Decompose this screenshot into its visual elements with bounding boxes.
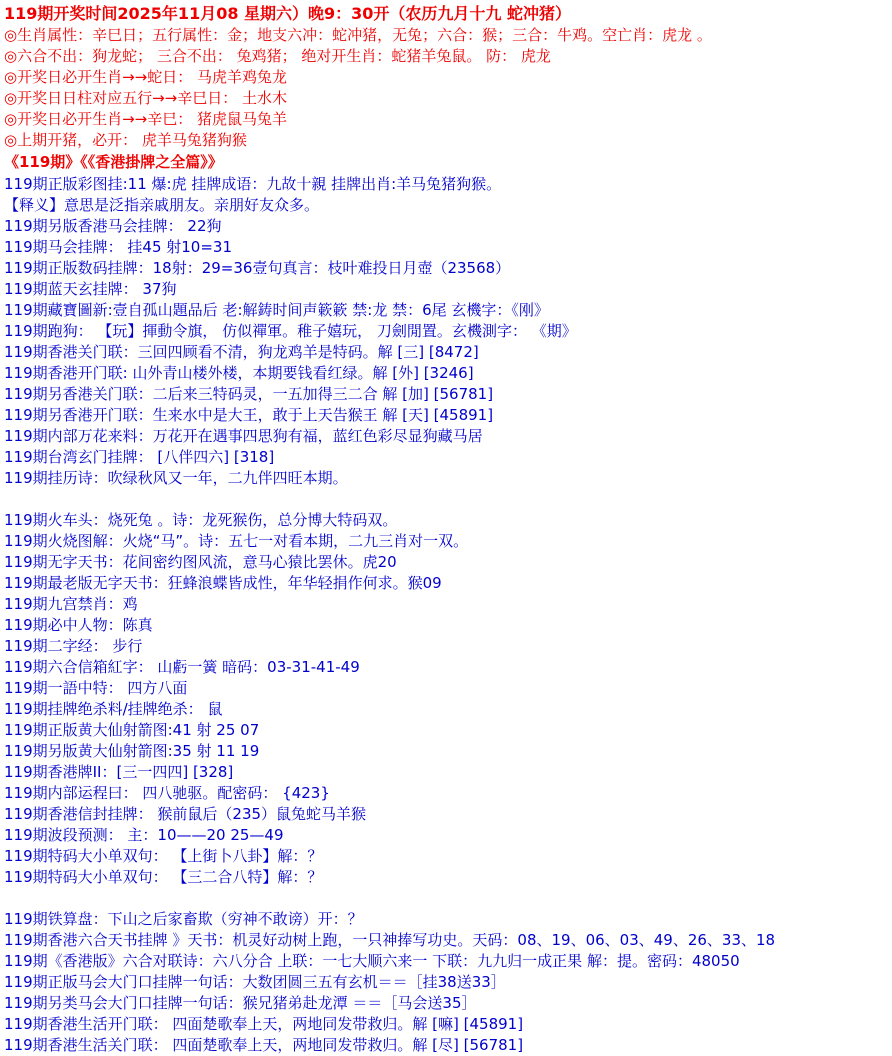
content-row: 119期香港生活开门联： 四面楚歌奉上天，两地同发带救归。解 [嘛] [45891] <box>4 1015 524 1033</box>
content-row: 119期香港生活关门联： 四面楚歌奉上天，两地同发带救归。解 [尽] [56781] <box>4 1036 524 1054</box>
content-row: 119期挂牌绝杀料/挂牌绝杀： 鼠 <box>4 700 223 718</box>
content-row: 119期最老版无字天书：狂蜂浪蝶皆成性，年华轻捐作何求。猴09 <box>4 574 442 592</box>
attribute-line-4: ◎开奖日日柱对应五行→→辛巳日： 土水木 <box>4 89 287 107</box>
content-row: 119期正版黄大仙射箭图:41 射 25 07 <box>4 721 260 739</box>
content-row: 119期波段预测： 主：10——20 25—49 <box>4 826 284 844</box>
content-row: 119期蓝天玄挂牌： 37狗 <box>4 280 177 298</box>
content-row: 119期必中人物：陈真 <box>4 616 153 634</box>
content-row: 119期马会挂牌： 挂45 射10=31 <box>4 238 232 256</box>
content-row: 119期铁算盘：下山之后家畜欺（穷神不敢谤）开：？ <box>4 910 363 928</box>
content-row: 119期台湾玄门挂牌： [八伴四六] [318] <box>4 448 275 466</box>
content-row: 119期另香港开门联：生来水中是大王，敢于上天告猴王 解 [天] [45891] <box>4 406 494 424</box>
attribute-line-6: ◎上期开猪，必开： 虎羊马兔猪狗猴 <box>4 131 247 149</box>
content-row: 119期内部运程曰： 四八驰驱。配密码： {423} <box>4 784 330 802</box>
content-row: 119期藏寶圖新:壹自孤山題品后 老:解鋳时间声簌簌 禁:龙 禁：6尾 玄機字：《刚》 <box>4 301 549 319</box>
attribute-line-3: ◎开奖日必开生肖→→蛇日： 马虎羊鸡兔龙 <box>4 68 287 86</box>
content-row: 119期正版数码挂牌：18射：29=36壹句真言：枝叶难投日月壺（23568） <box>4 259 511 277</box>
content-row: 119期香港开门联: 山外青山楼外楼，本期要钱看红绿。解 [外] [3246] <box>4 364 474 382</box>
content-row: 119期《香港版》六合对联诗：六八分合 上联：一七大顺六来一 下联：九九归一成正果 解：提。密码：48050 <box>4 952 740 970</box>
content-row: 119期香港信封挂牌： 猴前鼠后（235）鼠兔蛇马羊猴 <box>4 805 367 823</box>
content-row: 119期另香港关门联：二后来三特码灵，一五加得三二合 解 [加] [56781] <box>4 385 494 403</box>
content-row-spacer <box>4 888 892 909</box>
content-row: 【释义】意思是泛指亲戚朋友。亲朋好友众多。 <box>4 196 320 214</box>
content-row: 119期香港六合天书挂牌 》天书：机灵好动树上跑，一只神捧写功史。天码：08、19、06、03、49、26、33、18 <box>4 931 776 949</box>
content-row: 119期特码大小单双句： 【上街卜八卦】解：？ <box>4 847 323 865</box>
content-row: 119期二字经： 步行 <box>4 637 143 655</box>
content-row-spacer <box>4 489 892 510</box>
content-row: 119期另版黄大仙射箭图:35 射 11 19 <box>4 742 260 760</box>
content-row: 119期正版马会大门口挂牌一句话：大数团圆三五有玄机＝＝［挂38送33］ <box>4 973 506 991</box>
section-title: 《119期》《《香港掛牌之全篇》》 <box>4 153 223 171</box>
content-row: 119期一語中特： 四方八面 <box>4 679 188 697</box>
content-row: 119期内部万花来料：万花开在遇事四思狗有福，蓝红色彩尽显狗藏马居 <box>4 427 483 445</box>
content-row: 119期挂历诗：吹绿秋风又一年，二九伴四旺本期。 <box>4 469 348 487</box>
content-row: 119期火烧图解：火烧“马”。诗：五七一对看本期，二九三肖对一双。 <box>4 532 469 550</box>
content-row: 119期九宫禁肖：鸡 <box>4 595 138 613</box>
content-row: 119期火车头：烧死兔 。诗：龙死猴伤，总分博大特码双。 <box>4 511 398 529</box>
content-row: 119期另类马会大门口挂牌一句话：猴兄猪弟赴龙潭 ＝＝［马会送35］ <box>4 994 477 1012</box>
attribute-line-2: ◎六合不出：狗龙蛇； 三合不出： 兔鸡猪； 绝对开生肖：蛇猪羊兔鼠。 防： 虎龙 <box>4 47 551 65</box>
attribute-line-1: ◎生肖属性：辛巳日；五行属性：金；地支六冲：蛇冲猪，无兔；六合：猴；三合：牛鸡。空亡肖：虎龙 。 <box>4 26 712 44</box>
content-row: 119期六合信箱紅字： 山虧一簧 暗码：03-31-41-49 <box>4 658 360 676</box>
content-row: 119期香港牌II：[三一四四] [328] <box>4 763 234 781</box>
page-title: 119期开奖时间2025年11月08 星期六）晚9：30开（农历九月十九 蛇冲猪） <box>4 4 572 23</box>
content-row: 119期跑狗： 【玩】揮動令旗， 仿似禪軍。稚子嬉玩， 刀劍閒置。玄機測字： 《期》 <box>4 322 577 340</box>
attribute-line-5: ◎开奖日必开生肖→→辛巳： 猪虎鼠马兔羊 <box>4 110 287 128</box>
content-row: 119期另版香港马会挂牌： 22狗 <box>4 217 222 235</box>
content-row: 119期特码大小单双句： 【三二合八特】解：？ <box>4 868 323 886</box>
content-row: 119期无字天书：花间密约图风流，意马心猿比罢休。虎20 <box>4 553 397 571</box>
content-row: 119期正版彩图挂:11 爆:虎 挂牌成语：九故十親 挂牌出肖:羊马兔猪狗猴。 <box>4 175 502 193</box>
content-row: 119期香港关门联：三回四顾看不清，狗龙鸡羊是特码。解 [三] [8472] <box>4 343 479 361</box>
